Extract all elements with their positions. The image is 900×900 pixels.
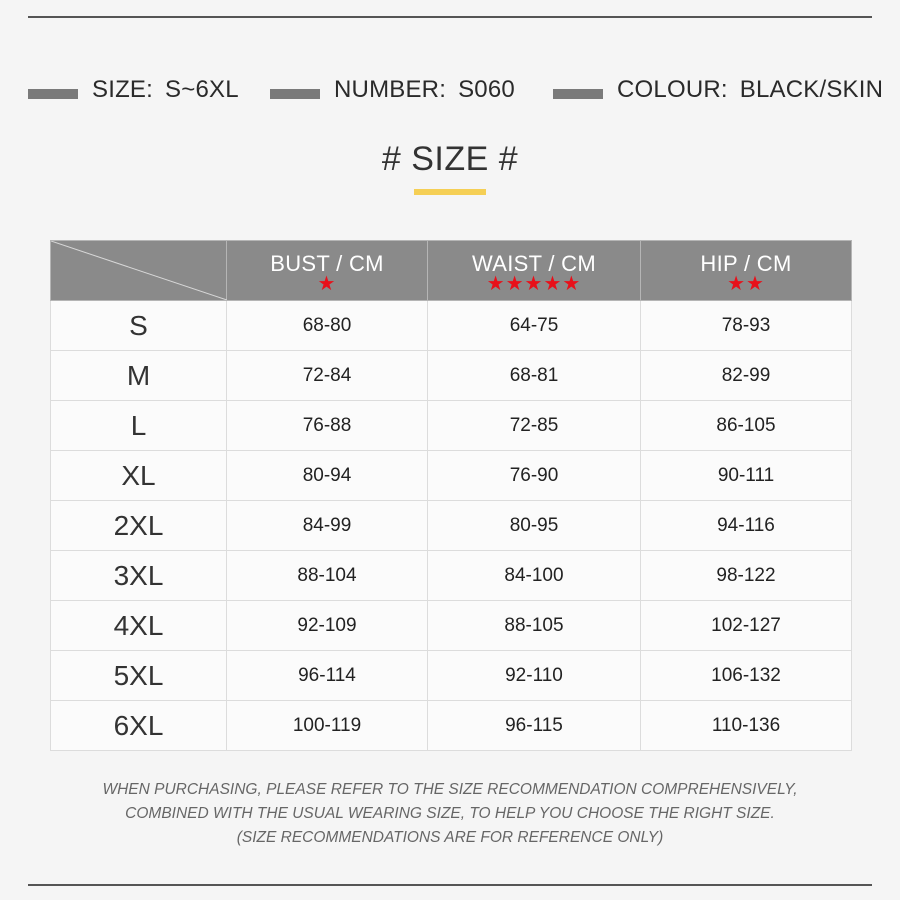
table-header-row bbox=[51, 241, 852, 301]
note-line: COMBINED WITH THE USUAL WEARING SIZE, TO HELP YOU CHOOSE THE RIGHT SIZE. bbox=[125, 805, 775, 822]
star-icon: ★★★★★ bbox=[486, 272, 582, 295]
table-row bbox=[51, 401, 852, 451]
hip-cell: 86-105 bbox=[641, 401, 852, 451]
waist-cell: 92-110 bbox=[428, 651, 641, 701]
hip-cell: 90-111 bbox=[641, 451, 852, 501]
header-waist-label: WAIST / CM bbox=[472, 250, 596, 276]
waist-cell: 80-95 bbox=[428, 501, 641, 551]
table-row bbox=[51, 551, 852, 601]
bust-cell: 76-88 bbox=[227, 401, 428, 451]
bust-cell: 96-114 bbox=[227, 651, 428, 701]
spec-colour-label: COLOUR: bbox=[617, 76, 728, 103]
header-bust bbox=[227, 241, 428, 301]
header-hip-label: HIP / CM bbox=[700, 250, 792, 276]
size-cell: 2XL bbox=[51, 501, 227, 551]
hip-cell: 94-116 bbox=[641, 501, 852, 551]
hip-cell: 98-122 bbox=[641, 551, 852, 601]
bottom-divider bbox=[28, 884, 872, 886]
top-divider bbox=[28, 16, 872, 18]
table-row bbox=[51, 351, 852, 401]
waist-cell: 88-105 bbox=[428, 601, 641, 651]
note-line: WHEN PURCHASING, PLEASE REFER TO THE SIZE RECOMMENDATION COMPREHENSIVELY, bbox=[102, 781, 798, 798]
bust-cell: 80-94 bbox=[227, 451, 428, 501]
spec-size-label: SIZE: bbox=[92, 76, 154, 103]
spec-bar-icon bbox=[553, 89, 603, 99]
size-cell: 3XL bbox=[51, 551, 227, 601]
spec-colour bbox=[553, 66, 883, 114]
spec-size bbox=[28, 66, 239, 114]
table-row bbox=[51, 701, 852, 751]
table-row bbox=[51, 301, 852, 351]
bust-cell: 88-104 bbox=[227, 551, 428, 601]
table-row bbox=[51, 601, 852, 651]
waist-cell: 64-75 bbox=[428, 301, 641, 351]
size-cell: M bbox=[51, 351, 227, 401]
note-line: (SIZE RECOMMENDATIONS ARE FOR REFERENCE ONLY) bbox=[236, 829, 664, 846]
waist-cell: 68-81 bbox=[428, 351, 641, 401]
star-icon: ★★ bbox=[727, 272, 765, 295]
spec-number-label: NUMBER: bbox=[334, 76, 447, 103]
bust-cell: 72-84 bbox=[227, 351, 428, 401]
size-cell: 6XL bbox=[51, 701, 227, 751]
bust-cell: 92-109 bbox=[227, 601, 428, 651]
table-row bbox=[51, 651, 852, 701]
bust-cell: 84-99 bbox=[227, 501, 428, 551]
waist-cell: 96-115 bbox=[428, 701, 641, 751]
product-specs bbox=[0, 66, 900, 114]
spec-number-value: S060 bbox=[458, 76, 515, 103]
star-icon: ★ bbox=[317, 272, 337, 295]
size-cell: L bbox=[51, 401, 227, 451]
spec-number bbox=[270, 66, 515, 114]
hip-cell: 82-99 bbox=[641, 351, 852, 401]
waist-cell: 76-90 bbox=[428, 451, 641, 501]
size-cell: 5XL bbox=[51, 651, 227, 701]
header-bust-label: BUST / CM bbox=[270, 250, 384, 276]
corner-cell bbox=[51, 241, 227, 301]
hip-cell: 78-93 bbox=[641, 301, 852, 351]
size-cell: S bbox=[51, 301, 227, 351]
spec-bar-icon bbox=[270, 89, 320, 99]
size-cell: 4XL bbox=[51, 601, 227, 651]
section-title: # SIZE # bbox=[381, 140, 519, 178]
title-underline bbox=[414, 189, 486, 195]
spec-colour-value: BLACK/SKIN bbox=[739, 76, 884, 103]
table-row bbox=[51, 501, 852, 551]
waist-cell: 72-85 bbox=[428, 401, 641, 451]
header-hip bbox=[641, 241, 852, 301]
size-cell: XL bbox=[51, 451, 227, 501]
waist-cell: 84-100 bbox=[428, 551, 641, 601]
spec-size-value: S~6XL bbox=[165, 76, 239, 103]
diagonal-line-icon bbox=[51, 241, 227, 300]
spec-bar-icon bbox=[28, 89, 78, 99]
header-waist bbox=[428, 241, 641, 301]
hip-cell: 102-127 bbox=[641, 601, 852, 651]
bust-cell: 68-80 bbox=[227, 301, 428, 351]
hip-cell: 110-136 bbox=[641, 701, 852, 751]
size-table bbox=[50, 240, 852, 751]
hip-cell: 106-132 bbox=[641, 651, 852, 701]
table-row bbox=[51, 451, 852, 501]
size-note bbox=[0, 778, 900, 850]
bust-cell: 100-119 bbox=[227, 701, 428, 751]
